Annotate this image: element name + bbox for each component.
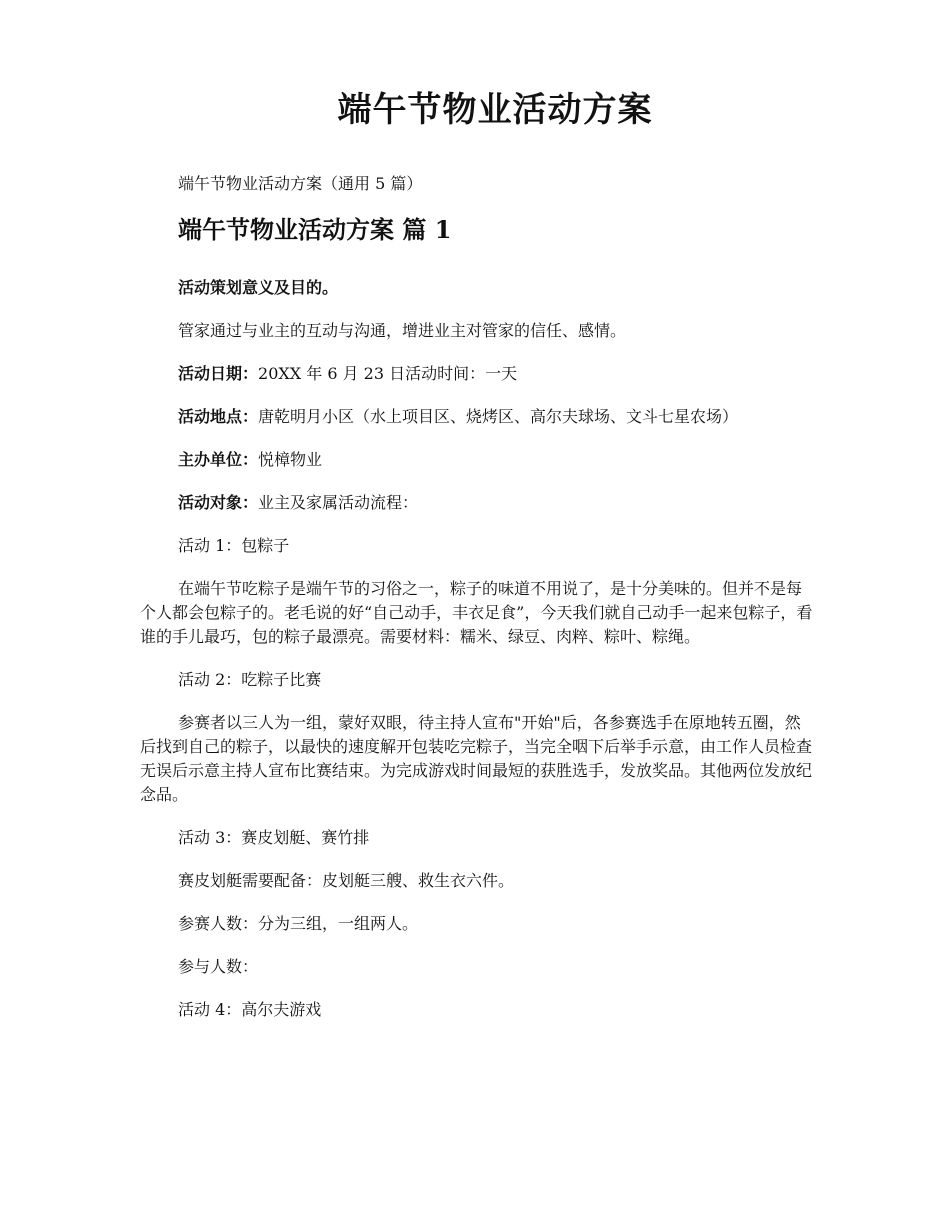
section-heading: 端午节物业活动方案 篇 1 bbox=[178, 215, 452, 244]
activity3-participants: 参与人数： bbox=[178, 957, 259, 976]
location-label: 活动地点： bbox=[178, 407, 259, 426]
activity2-title: 活动 2：吃粽子比赛 bbox=[178, 670, 322, 689]
organizer-value: 悦樟物业 bbox=[258, 450, 323, 469]
target-label: 活动对象： bbox=[178, 493, 259, 512]
organizer-label: 主办单位： bbox=[178, 450, 259, 469]
target-value: 业主及家属活动流程： bbox=[258, 493, 419, 512]
activity-target bbox=[140, 491, 815, 515]
activity3-title: 活动 3：赛皮划艇、赛竹排 bbox=[178, 828, 370, 847]
location-value: 唐乾明月小区（水上项目区、烧烤区、高尔夫球场、文斗七星农场） bbox=[258, 407, 739, 426]
document-body bbox=[140, 276, 815, 1041]
purpose-heading: 活动策划意义及目的。 bbox=[178, 278, 339, 297]
date-value: 20XX 年 6 月 23 日活动时间：一天 bbox=[258, 364, 518, 383]
purpose-text: 管家通过与业主的互动与沟通，增进业主对管家的信任、感情。 bbox=[178, 321, 627, 340]
activity-organizer bbox=[140, 448, 815, 472]
activity4-title: 活动 4：高尔夫游戏 bbox=[178, 1000, 322, 1019]
activity3-equipment: 赛皮划艇需要配备：皮划艇三艘、救生衣六件。 bbox=[178, 871, 515, 890]
activity-location bbox=[140, 405, 815, 429]
activity2-text: 参赛者以三人为一组，蒙好双眼，待主持人宣布"开始"后，各参赛选手在原地转五圈，然后找到自己的粽子，以最快的速度解开包装吃完粽子，当完全咽下后举手示意，由工作人员检查无误后示意主持人宣布比赛结束。为完成游戏时间最短的获胜选手，发放奖品。其他两位发放纪念品。 bbox=[140, 713, 813, 804]
activity3-players: 参赛人数：分为三组，一组两人。 bbox=[178, 914, 419, 933]
document-title: 端午节物业活动方案 bbox=[337, 90, 653, 130]
activity1-text: 在端午节吃粽子是端午节的习俗之一，粽子的味道不用说了，是十分美味的。但并不是每个人都会包粽子的。老毛说的好“自己动手，丰衣足食”，今天我们就自己动手一起来包粽子，看谁的手儿最巧，包的粽子最漂亮。需要材料：糯米、绿豆、肉粹、粽叶、粽绳。 bbox=[140, 579, 813, 646]
activity-date bbox=[140, 362, 815, 386]
date-label: 活动日期： bbox=[178, 364, 259, 383]
activity1-title: 活动 1：包粽子 bbox=[178, 536, 290, 555]
document-subtitle: 端午节物业活动方案（通用 5 篇） bbox=[178, 174, 423, 193]
